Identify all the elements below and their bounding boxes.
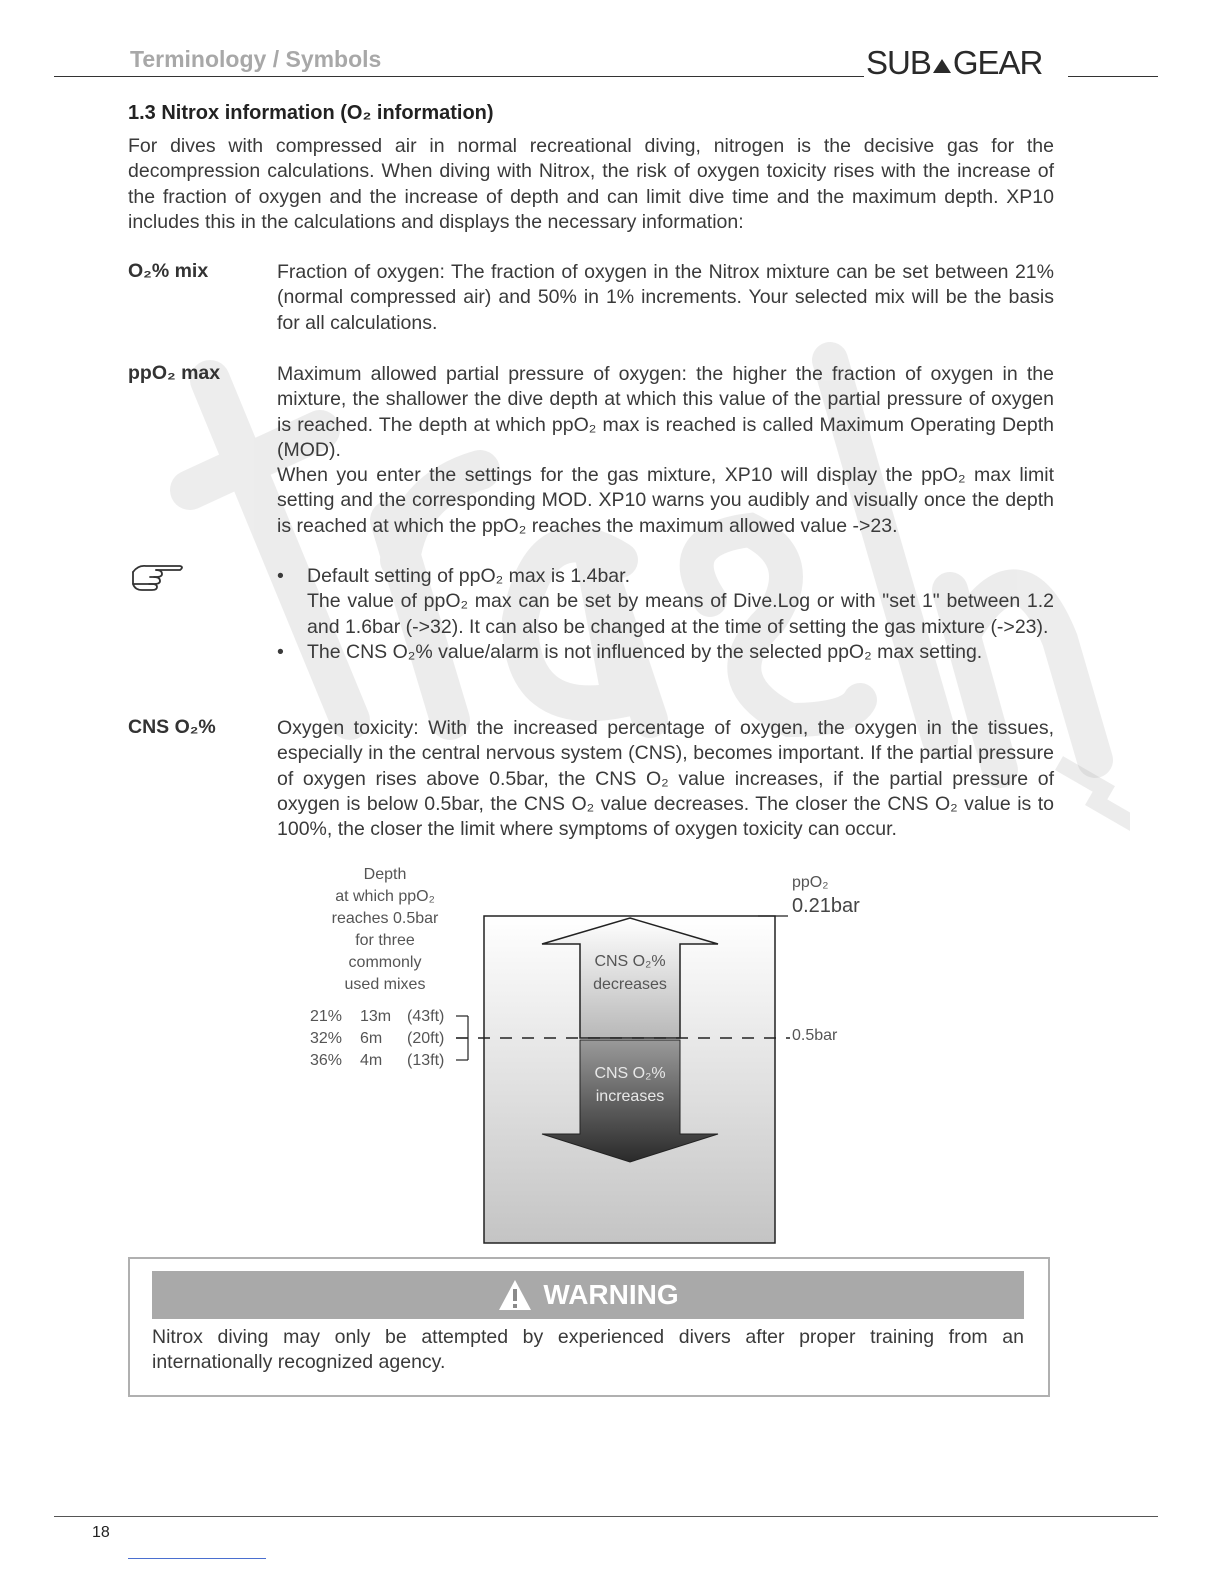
depth-heading-line: Depth (363, 866, 407, 883)
intro-paragraph: For dives with compressed air in normal recreational diving, nitrogen is the decisive gas for the decompression calculations. When diving with Nitrox, the risk of oxygen toxicity rises with the increase of the fraction of oxygen and the increase of depth and can limit dive time and the maximum depth. XP10 includes this in the calculations and displays the necessary information: (128, 135, 1054, 233)
mix-percent: 21% (310, 1008, 343, 1025)
mix-depth-ft: (43ft) (407, 1008, 445, 1025)
mix-depth-m: 13m (360, 1008, 392, 1025)
warning-text: Nitrox diving may only be attempted by experienced divers after proper training from an internationally recognized agency. (152, 1326, 1024, 1374)
page-number: 18 (92, 1524, 110, 1541)
definition-cns-o2: Oxygen toxicity: With the increased percentage of oxygen, the oxygen in the tissues, especially in the central nervous system (CNS), becomes important. If the partial pressure of oxygen rises above 0.5bar, the CNS O₂ value increases, if the partial pressure of oxygen is below 0.5bar, the CNS O₂ value decreases. The closer the CNS O₂ value is to 100%, the closer the limit where symptoms of oxygen toxicity can occur. (277, 717, 1054, 841)
term-ppo2-max: ppO₂ max (128, 362, 221, 384)
brand-name-right: GEAR (952, 44, 1043, 81)
note-bullet-1-line-1: Default setting of ppO₂ max is 1.4bar. (307, 565, 630, 587)
note-bullet-1-line-2: The value of ppO₂ max can be set by means of Dive.Log or with "set 1" between 1.2 and 1.6bar (->32). It can also be changed at the time of setting the gas mixture (->23). (307, 590, 1054, 638)
mixes-table (310, 1006, 447, 1072)
up-arrow-label-line-2: decreases (593, 976, 667, 993)
term-cns-o2: CNS O₂% (128, 716, 216, 738)
bullet-marker: • (277, 640, 284, 663)
mix-row (310, 1050, 447, 1072)
depth-heading-line: reaches 0.5bar (331, 910, 439, 927)
header-section-title: Terminology / Symbols (130, 46, 382, 72)
mix-percent: 32% (310, 1030, 343, 1047)
mix-depth-ft: (20ft) (407, 1030, 445, 1047)
up-arrow-label-line-1: CNS O₂% (594, 953, 666, 970)
warning-title (152, 1271, 1024, 1319)
mix-depth-m: 6m (360, 1030, 383, 1047)
depth-heading-line: for three (355, 932, 415, 949)
footer-link-underline (128, 1558, 266, 1559)
down-arrow-label (580, 1062, 680, 1108)
depth-heading-line: used mixes (344, 976, 426, 993)
depth-heading (320, 864, 450, 996)
depth-heading-line: commonly (348, 954, 422, 971)
term-o2-mix: O₂% mix (128, 260, 209, 282)
mix-row (310, 1028, 447, 1050)
mixes-bracket (456, 1016, 468, 1060)
mix-depth-ft: (13ft) (407, 1052, 445, 1069)
definition-ppo2-max-part-2: When you enter the settings for the gas mixture, XP10 will display the ppO₂ max limit setting and the corresponding MOD. XP10 warns you audibly and visually once the depth is reached at which the ppO₂ reaches the maximum allowed value ->23. (277, 464, 1054, 537)
down-arrow-label-line-1: CNS O₂% (594, 1065, 666, 1082)
up-arrow-label (580, 950, 680, 996)
mix-depth-m: 4m (360, 1052, 383, 1069)
bullet-marker: • (277, 565, 284, 587)
section-heading: 1.3 Nitrox information (O₂ information) (128, 102, 494, 124)
mix-row (310, 1006, 447, 1028)
note-bullet-2: The CNS O₂% value/alarm is not influenced by the selected ppO₂ max setting. (307, 640, 983, 663)
mix-percent: 36% (310, 1052, 343, 1069)
definition-ppo2-max-part-1: Maximum allowed partial pressure of oxygen: the higher the fraction of oxygen in the mixture, the shallower the dive depth at which this value of the partial pressure of oxygen is reached. The depth at which ppO₂ max is reached is called Maximum Operating Depth (MOD). (277, 363, 1054, 461)
footer-divider (54, 1516, 1158, 1517)
warning-triangle-icon (497, 1278, 533, 1312)
depth-heading-line: at which ppO₂ (335, 888, 435, 905)
down-arrow-label-line-2: increases (595, 1088, 665, 1105)
threshold-label: 0.5bar (792, 1027, 838, 1044)
ppo2-axis-label: ppO₂ (792, 874, 829, 891)
ppo2-top-value: 0.21bar (792, 895, 860, 917)
warning-title-text: WARNING (543, 1279, 679, 1310)
brand-name-left: SUB (866, 44, 931, 81)
definition-o2-mix: Fraction of oxygen: The fraction of oxygen in the Nitrox mixture can be set between 21% (normal compressed air) and 50% in 1% increments. Your selected mix will be the basis for all calculations. (277, 261, 1054, 334)
